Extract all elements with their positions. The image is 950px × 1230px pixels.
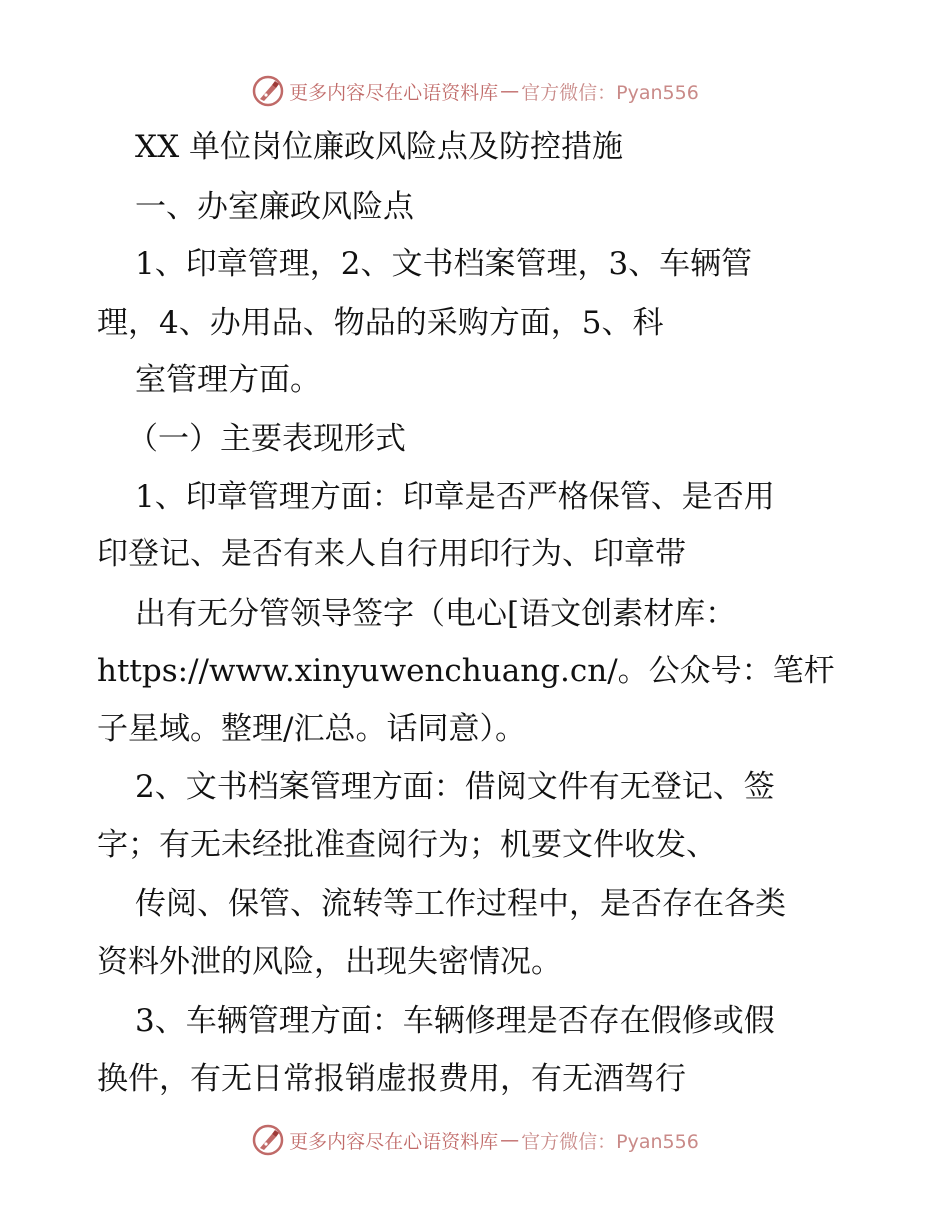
paragraph-line: 理，4、办用品、物品的采购方面，5、科 (97, 305, 664, 341)
banner-text: 更多内容尽在心语资料库 (289, 81, 499, 104)
section-heading: 一、办室廉政风险点 (135, 189, 414, 225)
banner-dash: — (500, 80, 520, 102)
paragraph-line: 子星域。整理/汇总。话同意）。 (97, 711, 526, 747)
footer-watermark-banner (0, 1120, 950, 1160)
paragraph-line: 室管理方面。 (135, 362, 321, 398)
subsection-heading: （一）主要表现形式 (127, 421, 406, 457)
banner-wechat: 官方微信：Pyan556 (521, 1130, 699, 1153)
paragraph-line: 出有无分管领导签字（电心[语文创素材库： (135, 596, 737, 632)
paragraph-line: 1、印章管理，2、文书档案管理，3、车辆管 (135, 246, 753, 282)
banner-dash: — (500, 1129, 520, 1151)
paragraph-line: 3、车辆管理方面：车辆修理是否存在假修或假 (135, 1003, 775, 1039)
pen-nib-icon (251, 1123, 285, 1157)
banner-text: 更多内容尽在心语资料库 (289, 1130, 499, 1153)
paragraph-line: 字；有无未经批准查阅行为；机要文件收发、 (97, 827, 717, 863)
paragraph-line: 印登记、是否有来人自行用印行为、印章带 (97, 536, 686, 572)
paragraph-line: 传阅、保管、流转等工作过程中，是否存在各类 (135, 886, 786, 922)
banner-wechat: 官方微信：Pyan556 (521, 81, 699, 104)
paragraph-line: 换件，有无日常报销虚报费用，有无酒驾行 (97, 1061, 686, 1097)
paragraph-line: 2、文书档案管理方面：借阅文件有无登记、签 (135, 769, 775, 805)
pen-nib-icon (251, 74, 285, 108)
header-watermark-banner (0, 71, 950, 111)
paragraph-line: 资料外泄的风险，出现失密情况。 (97, 944, 562, 980)
paragraph-line: 1、印章管理方面：印章是否严格保管、是否用 (135, 479, 775, 515)
doc-title: XX 单位岗位廉政风险点及防控措施 (135, 129, 623, 165)
paragraph-line: https://www.xinyuwenchuang.cn/。公众号：笔杆 (97, 653, 835, 689)
